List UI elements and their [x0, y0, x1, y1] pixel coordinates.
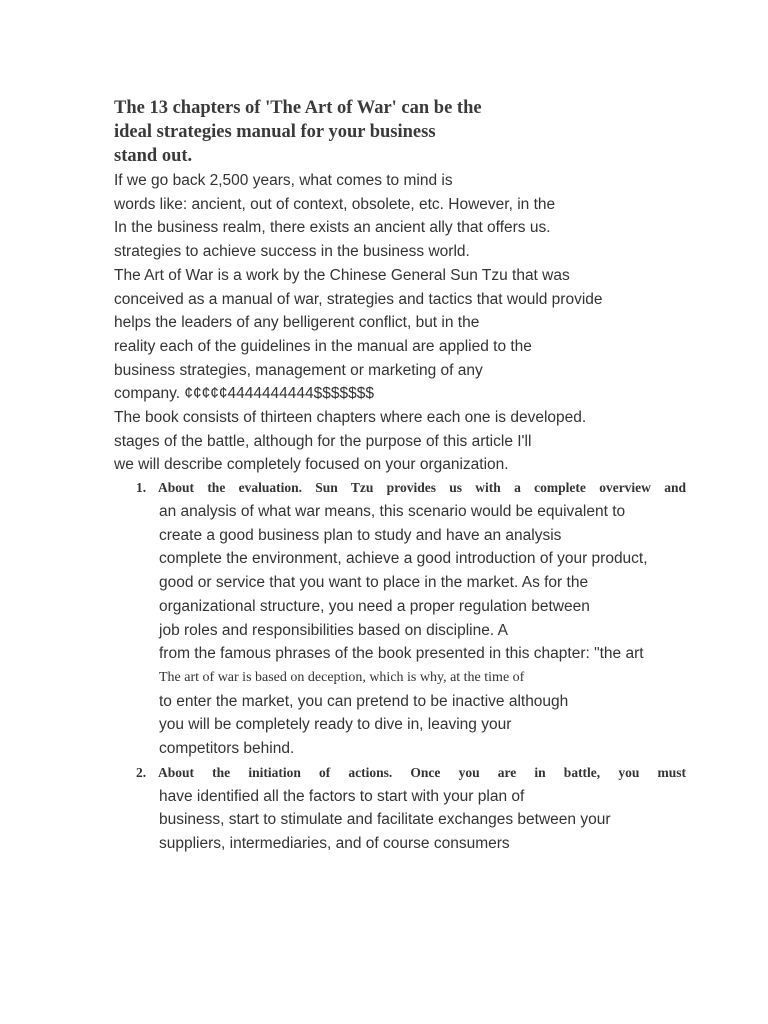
- list-item-heading: [136, 476, 686, 500]
- text-line: words like: ancient, out of context, obsolete, etc. However, in the: [114, 195, 556, 213]
- text-line: helps the leaders of any belligerent conflict, but in the: [114, 314, 480, 332]
- text-line: company. ¢¢¢¢¢4444444444$$$$$$$: [114, 385, 375, 403]
- title-line: ideal strategies manual for your business: [114, 122, 436, 142]
- list-item-body: [136, 785, 686, 856]
- text-line: you will be completely ready to dive in, leaving your: [159, 716, 512, 734]
- list-item: [136, 761, 686, 856]
- text-line: suppliers, intermediaries, and of course consumers: [159, 835, 510, 853]
- list-item-lead: About the evaluation. Sun Tzu provides us with a complete overview and: [158, 480, 686, 495]
- text-line: If we go back 2,500 years, what comes to mind is: [114, 172, 453, 189]
- title-line: The 13 chapters of 'The Art of War' can be the: [114, 98, 482, 118]
- article-title: [114, 96, 534, 168]
- text-line: The art of war is based on deception, which is why, at the time of: [159, 669, 525, 685]
- text-line: reality each of the guidelines in the manual are applied to the: [114, 337, 532, 355]
- text-line: we will describe completely focused on your organization.: [114, 456, 509, 474]
- text-line: good or service that you want to place in the market. As for the: [159, 574, 589, 592]
- text-line: organizational structure, you need a proper regulation between: [159, 597, 590, 615]
- text-line: from the famous phrases of the book presented in this chapter: "the art: [159, 645, 644, 663]
- list-item-number: 1.: [136, 480, 147, 495]
- text-line: to enter the market, you can pretend to be inactive although: [159, 692, 569, 710]
- list-item-number: 2.: [136, 764, 147, 780]
- text-line: competitors behind.: [159, 740, 295, 758]
- text-line: an analysis of what war means, this scenario would be equivalent to: [159, 503, 626, 520]
- text-line: The book consists of thirteen chapters where each one is developed.: [114, 409, 587, 427]
- text-line: stages of the battle, although for the purpose of this article I'll: [114, 432, 532, 450]
- text-line: complete the environment, achieve a good introduction of your product,: [159, 550, 648, 568]
- list-item-heading: [136, 761, 686, 785]
- text-line: create a good business plan to study and have an analysis: [159, 526, 562, 544]
- chapter-list: [136, 476, 686, 856]
- title-line: stand out.: [114, 146, 193, 166]
- text-line: strategies to achieve success in the business world.: [114, 243, 470, 261]
- text-line: In the business realm, there exists an ancient ally that offers us.: [114, 219, 551, 237]
- list-item-body: [136, 500, 686, 761]
- text-line: have identified all the factors to start with your plan of: [159, 787, 525, 805]
- intro-paragraph: [114, 169, 674, 477]
- text-line: job roles and responsibilities based on discipline. A: [159, 621, 508, 639]
- text-line: business strategies, management or marketing of any: [114, 361, 483, 379]
- text-line: The Art of War is a work by the Chinese General Sun Tzu that was: [114, 266, 570, 284]
- text-line: business, start to stimulate and facilitate exchanges between your: [159, 811, 611, 829]
- text-line: conceived as a manual of war, strategies and tactics that would provide: [114, 290, 603, 308]
- list-item: [136, 476, 686, 761]
- list-item-lead: About the initiation of actions. Once you are in battle, you must: [158, 764, 686, 780]
